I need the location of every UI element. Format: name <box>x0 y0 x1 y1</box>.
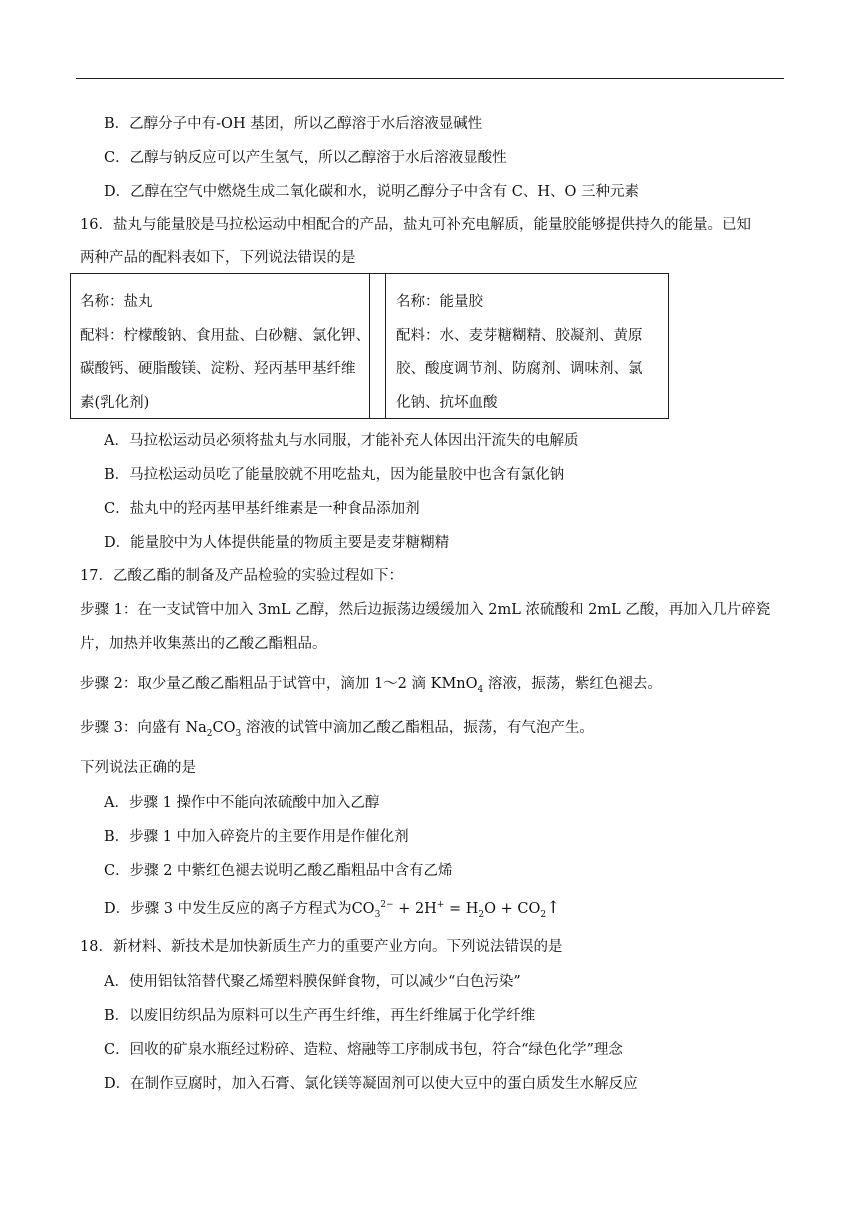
q15-option-b: B．乙醇分子中有-OH 基团，所以乙醇溶于水后溶液显碱性 <box>104 116 483 132</box>
kmno-text: KMnO <box>430 676 478 692</box>
salt-pill-name: 名称：盐丸 <box>80 294 153 310</box>
energy-gel-name: 名称：能量胶 <box>396 294 483 310</box>
energy-gel-ingredients-2: 胶、酸度调节剂、防腐剂、调味剂、氯 <box>396 361 643 377</box>
q16-stem-line2: 两种产品的配料表如下，下列说法错误的是 <box>80 250 356 266</box>
q17-step2-text-pre: 步骤 2：取少量乙酸乙酯粗品于试管中，滴加 1～2 滴 <box>80 676 431 692</box>
q17-option-d-text: D．步骤 3 中发生反应的离子方程式为 <box>104 901 352 917</box>
q18-option-b: B．以废旧纺织品为原料可以生产再生纤维，再生纤维属于化学纤维 <box>104 1008 536 1024</box>
q16-option-a: A．马拉松运动员必须将盐丸与水同服，才能补充人体因出汗流失的电解质 <box>104 433 579 449</box>
q17-step1-line2: 片，加热并收集蒸出的乙酸乙酯粗品。 <box>80 636 327 652</box>
energy-gel-cell <box>386 274 668 418</box>
q17-stem: 17．乙酸乙酯的制备及产品检验的实验过程如下： <box>80 568 403 584</box>
q17-option-d <box>104 897 560 918</box>
q17-step1-line1: 步骤 1：在一支试管中加入 3mL 乙醇，然后边振荡边缓缓加入 2mL 浓硫酸和 2mL 乙酸，再加入几片碎瓷 <box>80 602 771 618</box>
ionic-equation <box>351 898 561 920</box>
q17-step3 <box>80 716 594 737</box>
eq-co3-charge: 2− <box>380 900 394 911</box>
eq-2h: + 2H <box>393 901 437 917</box>
q17-step2 <box>80 672 662 693</box>
energy-gel-ingredients-3: 化钠、抗坏血酸 <box>396 394 498 411</box>
salt-pill-cell <box>71 274 369 418</box>
q17-step3-text-post: 溶液的试管中滴加乙酸乙酯粗品，振荡，有气泡产生。 <box>241 720 594 736</box>
eq-h-charge: + <box>436 900 445 911</box>
q17-option-c: C．步骤 2 中紫红色褪去说明乙酸乙酯粗品中含有乙烯 <box>104 863 453 879</box>
q17-step3-text-pre: 步骤 3：向盛有 <box>80 720 186 736</box>
co-text: CO <box>212 720 236 736</box>
q17-option-b: B．步骤 1 中加入碎瓷片的主要作用是作催化剂 <box>104 829 409 845</box>
energy-gel-ingredients-1: 配料：水、麦芽糖糊精、胶凝剂、黄原 <box>396 327 643 344</box>
q17-step2-text-post: 溶液，振荡，紫红色褪去。 <box>483 676 662 692</box>
eq-co: CO <box>351 901 375 917</box>
q18-option-c: C．回收的矿泉水瓶经过粉碎、造粒、熔融等工序制成书包，符合“绿色化学”理念 <box>104 1042 623 1058</box>
eq-co3-sub: 3 <box>374 909 381 920</box>
na-text: Na <box>185 720 207 736</box>
salt-pill-ingredients-3: 素(乳化剂) <box>80 394 150 411</box>
q18-stem: 18．新材料、新技术是加快新质生产力的重要产业方向。下列说法错误的是 <box>80 939 563 955</box>
q17-option-a: A．步骤 1 操作中不能向浓硫酸中加入乙醇 <box>104 795 380 811</box>
gas-arrow-icon: ↑ <box>546 898 561 918</box>
q17-question: 下列说法正确的是 <box>80 760 196 776</box>
q16-option-b: B．马拉松运动员吃了能量胶就不用吃盐丸，因为能量胶中也含有氯化钠 <box>104 467 565 483</box>
eq-h2o-sub: 2 <box>478 909 485 920</box>
q18-option-d: D．在制作豆腐时，加入石膏、氯化镁等凝固剂可以使大豆中的蛋白质发生水解反应 <box>104 1076 638 1092</box>
q16-option-d: D．能量胶中为人体提供能量的物质主要是麦芽糖糊精 <box>104 535 450 551</box>
q15-option-d: D．乙醇在空气中燃烧生成二氧化碳和水，说明乙醇分子中含有 C、H、O 三种元素 <box>104 184 639 200</box>
kmno4-formula <box>430 676 484 695</box>
q15-option-c: C．乙醇与钠反应可以产生氢气，所以乙醇溶于水后溶液显酸性 <box>104 150 507 166</box>
q16-option-c: C．盐丸中的羟丙基甲基纤维素是一种食品添加剂 <box>104 501 420 517</box>
eq-equals-h: = H <box>444 901 479 917</box>
eq-co2-sub: 2 <box>540 909 547 920</box>
ingredients-table <box>70 273 669 419</box>
header-rule <box>76 78 784 79</box>
salt-pill-ingredients-2: 碳酸钙、硬脂酸镁、淀粉、羟丙基甲基纤维 <box>80 361 356 377</box>
na-subscript: 2 <box>206 728 213 739</box>
table-divider <box>369 274 386 418</box>
na2co3-formula <box>185 720 242 739</box>
q16-stem-line1: 16．盐丸与能量胶是马拉松运动中相配合的产品，盐丸可补充电解质，能量胶能够提供持久的能量。已知 <box>80 217 751 233</box>
co3-subscript: 3 <box>235 728 242 739</box>
salt-pill-ingredients-1: 配料：柠檬酸钠、食用盐、白砂糖、氯化钾、 <box>80 327 370 344</box>
q18-option-a: A．使用铝钛箔替代聚乙烯塑料膜保鲜食物，可以减少“白色污染” <box>104 974 521 990</box>
eq-o-co: O + CO <box>484 901 541 917</box>
kmno4-subscript: 4 <box>477 684 484 695</box>
